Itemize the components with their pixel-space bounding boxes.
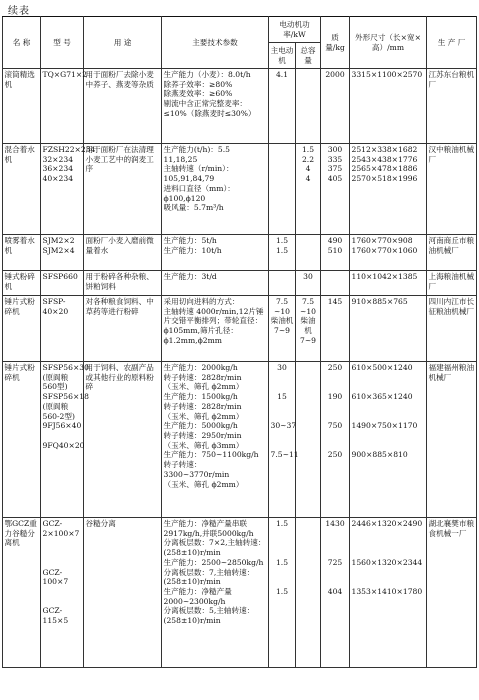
main-motor-power-line: 1.5 [275,557,289,567]
main-motor-power-cell [269,144,296,235]
manufacturer: 上海粮油机械厂 [428,272,475,291]
weight-kg-line [323,538,348,548]
outer-dimensions-cell [350,69,427,144]
equipment-spec-table [2,16,477,668]
outer-dimensions-line [352,412,425,422]
total-power-cell [296,518,321,668]
outer-dimensions-line: 1353×1410×1780 [351,587,423,597]
main-motor-power-cell [269,271,296,296]
main-motor-power-line: 1.5 [275,587,289,597]
header-maker: 生 产 厂 [427,17,477,69]
outer-dimensions-cell [350,235,427,271]
outer-dimensions-line: 910×885×765 [351,297,408,306]
manufacturer-cell [427,235,477,271]
technical-params-line: 采用切向进料的方式： [163,297,240,306]
model-number: SJM2×2 SJM2×4 [42,236,75,255]
total-power-cell [296,362,321,518]
weight-kg-line: 405 [327,174,343,184]
table-body [3,69,477,668]
weight-kg-line: 375 [327,164,343,174]
weight-kg-line: 404 [327,587,343,597]
main-motor-power-line [271,568,294,578]
main-motor-power-line: ~10 [273,306,291,316]
manufacturer: 四川内江市长征粮油机械厂 [428,297,475,316]
weight-kg-cell [321,144,350,235]
header-power-main: 主电动机 [269,43,296,69]
outer-dimensions-line: 2446×1320×2490 [351,519,423,528]
outer-dimensions-line: 1560×1320×2344 [351,557,423,567]
outer-dimensions-line: 2565×478×1886 [351,164,418,174]
equipment-name-cell [3,69,41,144]
total-power-line: ~10 [299,306,317,316]
technical-params-line: （玉米、筛孔 ϕ2mm） [163,411,244,421]
main-motor-power-line [271,412,294,422]
total-power-line: 2.2 [301,154,315,164]
weight-kg-cell [321,271,350,296]
technical-params-cell [162,69,269,144]
main-motor-power-line: 1.5 [275,245,289,255]
model-number: TQ×G71×2 [42,70,88,79]
technical-params-cell [162,518,269,668]
model-number: GCZ-2×100×7 GCZ-100×7 GCZ-115×5 [42,519,80,626]
manufacturer-cell [427,271,477,296]
table-row [3,362,477,518]
weight-kg-line: 145 [327,297,343,306]
main-motor-power-line: 15 [277,392,287,402]
technical-params-line: 除燕麦效率：≥60% [163,89,233,99]
usage-description-cell [84,362,162,518]
continued-label: 续表 [8,6,30,17]
usage-description-cell [84,144,162,235]
main-motor-power-cell [269,518,296,668]
usage-description: 面粉厂小麦入磨前微量着水 [85,236,154,255]
total-power-line: 4 [305,164,311,174]
weight-kg-line: 510 [327,245,343,255]
technical-params-line: 生产能力(t/h)：5.5 [163,145,230,154]
weight-kg-line: 335 [327,154,343,164]
technical-params-line: 生产能力：2000kg/h [163,363,238,372]
manufacturer: 河南商丘市粮油机械厂 [428,236,475,255]
total-power-line: 30 [303,272,313,281]
technical-params-line: 主轴转速 4000r/min,12片锤片交错平衡排列；带轮直径：ϕ105mm,筛片孔径：ϕ1.2mm,ϕ2mm [163,306,264,345]
weight-kg-line [323,529,348,539]
outer-dimensions-line [352,529,425,539]
model-number: FZSH22×234 32×234 36×234 40×234 [42,145,96,184]
equipment-name-cell [3,271,41,296]
outer-dimensions-line: 1490×750×1170 [351,421,418,431]
technical-params-line: 105,91,84,79 [163,174,215,184]
outer-dimensions-line [352,577,425,587]
main-motor-power-line [271,431,294,441]
manufacturer-cell [427,362,477,518]
usage-description: 对各种粮食饲料、中草药等进行粉碎 [85,297,154,316]
manufacturer-cell [427,144,477,235]
technical-params-line: （玉米、筛孔 ϕ2mm） [163,479,244,489]
main-motor-power-line [271,538,294,548]
outer-dimensions-line: 610×500×1240 [351,363,413,372]
outer-dimensions-line: 610×365×1240 [351,392,413,402]
technical-params-cell [162,362,269,518]
equipment-name-cell [3,362,41,518]
main-motor-power-cell [269,296,296,362]
usage-description: 用于面粉厂去除小麦中荞子、燕麦等杂质 [85,70,154,89]
main-motor-power-line [271,402,294,412]
technical-params-line: 转子转速：2828r/min [163,372,242,382]
outer-dimensions-cell [350,271,427,296]
model-number-cell [41,296,84,362]
main-motor-power-line [271,441,294,451]
manufacturer: 福建福州粮油机械厂 [428,363,475,382]
weight-kg-cell [321,362,350,518]
weight-kg-line [323,548,348,558]
weight-kg-line [323,431,348,441]
weight-kg-line: 2000 [325,70,345,79]
outer-dimensions-line: 2570×518×1996 [351,174,418,184]
equipment-name: 混合着水机 [4,145,35,164]
main-motor-power-line: 7~9 [273,326,291,336]
table-row [3,144,477,235]
weight-kg-line: 300 [327,145,343,154]
outer-dimensions-cell [350,518,427,668]
technical-params-line: 生产能力：5t/h [163,236,217,245]
main-motor-power-line: 柴油机 [270,316,294,326]
outer-dimensions-line [352,373,425,383]
technical-params-line: 转子转速：2950r/min [163,431,242,441]
technical-params-line: 分离板层数：7,主轴转速：(258±10)r/min [163,567,255,587]
technical-params-line: 主轴转速（r/min）： [163,164,234,174]
weight-kg-line [323,412,348,422]
technical-params-line: 生产能力：3t/d [163,272,217,281]
weight-kg-line: 725 [327,557,343,567]
main-motor-power-line: 4.1 [275,70,289,79]
model-number-cell [41,518,84,668]
model-number-cell [41,235,84,271]
header-model: 型 号 [41,17,84,69]
header-params: 主要技术参数 [162,17,269,69]
main-motor-power-cell [269,362,299,518]
outer-dimensions-cell [350,362,427,518]
technical-params-line: 11,18,25 [163,154,198,164]
weight-kg-line [323,373,348,383]
weight-kg-line: 250 [327,450,343,460]
equipment-name-cell [3,518,41,668]
header-dims: 外形尺寸（长×宽×高）/mm [350,17,427,69]
table-row [3,518,477,668]
outer-dimensions-line: 1760×770×1060 [351,245,418,255]
manufacturer: 汉中粮油机械厂 [428,145,475,164]
model-number: SFSP-40×20 [42,297,69,316]
equipment-name: 滚筒精选机 [4,70,35,89]
technical-params-line: 分离板层数：5,主轴转速：(258±10)r/min [163,606,255,626]
technical-params-line: 除荞子效率：≥80% [163,79,233,89]
outer-dimensions-line [352,431,425,441]
main-motor-power-line: 7.5~11 [270,450,299,460]
weight-kg-line: 1430 [325,519,345,528]
total-power-line: 7.5 [301,297,315,306]
main-motor-power-cell [269,235,296,271]
equipment-name: 鄂GCZ重力谷糙分离机 [4,519,37,548]
usage-description-cell [84,518,162,668]
equipment-name: 锤片式粉碎机 [4,363,35,382]
main-motor-power-line [271,577,294,587]
outer-dimensions-line: 110×1042×1385 [351,272,418,281]
manufacturer-cell [427,296,477,362]
usage-description-cell [84,271,162,296]
usage-description: 用于饲料、农副产品或其他行业的原料粉碎 [85,363,154,392]
table-row [3,271,477,296]
table-row [3,296,477,362]
usage-description: 用于粉碎各种杂粮、饼粕饲料 [85,272,154,291]
header-use: 用 途 [84,17,162,69]
technical-params-line: 剔流中含正常完整麦率：≤10%（除燕麦时≤30%） [163,99,256,118]
main-motor-power-line [271,529,294,539]
model-number: SFSP56×30 (原阆粮560型) SFSP56×18 (原阆粮560-2型) 9FJ56×40 9FQ40×20 [42,363,89,450]
weight-kg-line [323,568,348,578]
technical-params-line: 转子转速：3300~3770r/min [163,460,230,479]
weight-kg-line: 250 [327,363,343,372]
technical-params-cell [162,296,269,362]
equipment-name-cell [3,296,41,362]
equipment-name-cell [3,144,41,235]
outer-dimensions-line [352,402,425,412]
outer-dimensions-line: 3315×1100×2570 [351,70,423,79]
technical-params-line: 生产能力：5000kg/h [163,421,238,431]
usage-description: 谷糙分离 [85,519,116,528]
total-power-line: 柴油机 [300,316,316,336]
equipment-name-cell [3,235,41,271]
technical-params-cell [162,235,269,271]
outer-dimensions-cell [350,144,427,235]
weight-kg-cell [321,235,350,271]
model-number-cell [41,362,89,518]
usage-description-cell [84,296,162,362]
technical-params-line: 生产能力：净糙产量串联2917kg/h,并联5000kg/h [163,519,254,538]
total-power-cell [296,235,321,271]
total-power-cell [296,144,321,235]
equipment-name: 喷雾着水机 [4,236,35,255]
total-power-cell [296,296,321,362]
header-power-total: 总容量 [296,43,321,69]
main-motor-power-line [271,373,294,383]
weight-kg-line [323,577,348,587]
weight-kg-line [323,441,348,451]
outer-dimensions-line [352,441,425,451]
technical-params-line: 生产能力：2500~2850kg/h [163,557,264,567]
usage-description-cell [84,235,162,271]
technical-params-line: 生产能力：1500kg/h [163,392,238,402]
model-number-cell [41,69,88,144]
technical-params-line: 吸风量：5.7m³/h [163,203,224,213]
outer-dimensions-line [352,568,425,578]
technical-params-line: （玉米、筛孔 ϕ3mm） [163,440,244,450]
table-row [3,69,477,144]
outer-dimensions-line: 900×885×810 [351,450,408,460]
main-motor-power-line: 7.5 [275,297,289,306]
main-motor-power-line: 1.5 [275,236,289,245]
weight-kg-line [323,402,348,412]
technical-params-cell [162,271,269,296]
outer-dimensions-cell [350,296,427,362]
total-power-line: 4 [305,174,311,184]
manufacturer: 江苏东台粮机厂 [428,70,475,89]
total-power-cell [296,69,321,144]
equipment-name: 锤片式粉碎机 [4,297,35,316]
technical-params-line: 生产能力：750~1100kg/h [163,450,259,460]
outer-dimensions-line [352,548,425,558]
technical-params-line: （玉米、筛孔 ϕ2mm） [163,382,244,392]
main-motor-power-line [271,382,294,392]
outer-dimensions-line [352,538,425,548]
technical-params-line: 生产能力：10t/h [163,245,222,255]
manufacturer: 湖北襄樊市粮食机械一厂 [428,519,475,538]
technical-params-cell [162,144,269,235]
weight-kg-line [323,382,348,392]
weight-kg-cell [321,518,350,668]
technical-params-line: 分离板层数：7×2,主轴转速：(258±10)r/min [163,538,266,558]
weight-kg-line: 490 [327,236,343,245]
manufacturer-cell [427,518,477,668]
main-motor-power-cell [269,69,296,144]
weight-kg-cell [321,69,350,144]
weight-kg-line: 750 [327,421,343,431]
technical-params-line: 生产能力（小麦）：8.0t/h [163,70,251,79]
technical-params-line: 转子转速：2828r/min [163,401,242,411]
weight-kg-line: 190 [327,392,343,402]
technical-params-line: 进料口直径（mm）：ϕ100,ϕ120 [163,183,235,203]
usage-description: 用于面粉厂在法清理小麦工艺中的润麦工序 [85,145,154,174]
total-power-cell [296,271,321,296]
equipment-name: 锤式粉碎机 [4,272,35,291]
main-motor-power-line: 30~37 [270,421,297,431]
model-number-cell [41,271,84,296]
main-motor-power-line: 1.5 [275,519,289,528]
total-power-line: 7~9 [299,335,317,345]
usage-description-cell [84,69,162,144]
model-number: SFSP660 [42,272,78,281]
header-power: 电动机功率/kW [269,17,321,43]
main-motor-power-line: 30 [277,363,287,372]
outer-dimensions-line [352,382,425,392]
technical-params-line: 生产能力：净糙产量2000~2300kg/h [163,587,232,606]
outer-dimensions-line: 2512×338×1682 [351,145,418,154]
header-weight: 质量/kg [321,17,350,69]
manufacturer-cell [427,69,477,144]
model-number-cell [41,144,96,235]
outer-dimensions-line: 2543×438×1776 [351,154,418,164]
outer-dimensions-line: 1760×770×908 [351,236,413,245]
main-motor-power-line [271,548,294,558]
total-power-line: 1.5 [301,145,315,154]
weight-kg-cell [321,296,350,362]
table-row [3,235,477,271]
header-name: 名 称 [3,17,41,69]
